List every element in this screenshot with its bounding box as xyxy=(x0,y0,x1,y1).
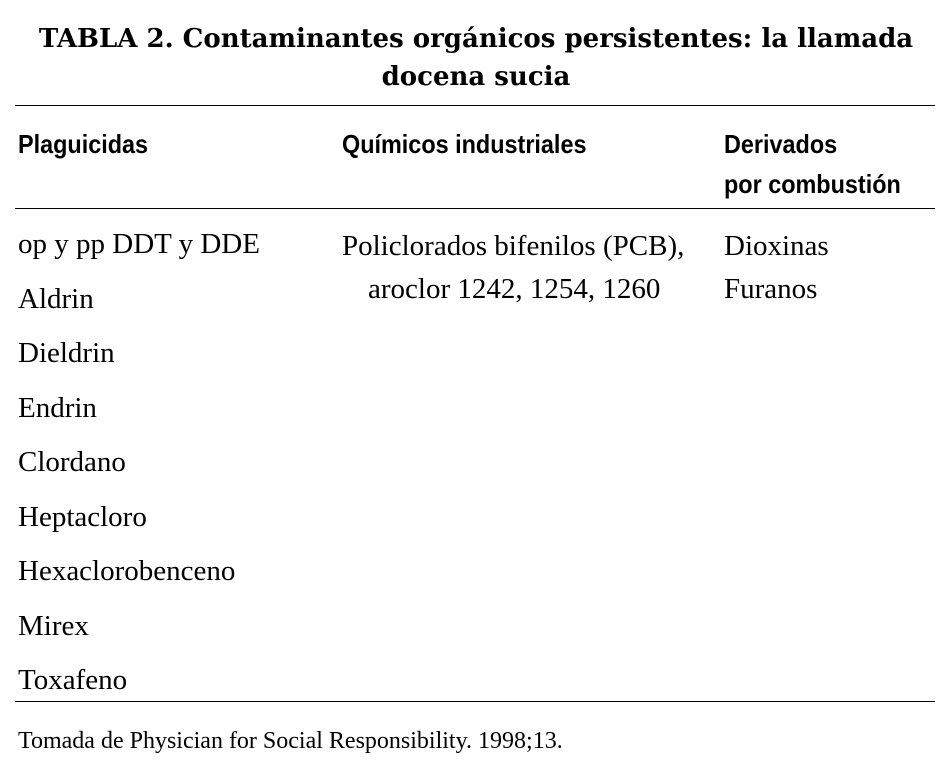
derivados-list xyxy=(724,225,829,311)
quimicos-industriales-list xyxy=(342,225,692,311)
list-item: Toxafeno xyxy=(18,664,128,696)
list-item: Clordano xyxy=(18,446,126,478)
list-item: Policlorados bifenilos (PCB), aroclor 1242, 1254, 1260 xyxy=(342,230,685,305)
header-quimicos-industriales xyxy=(342,124,586,164)
list-item: Heptacloro xyxy=(18,500,147,533)
header-derivados-line-2: por combustión xyxy=(724,169,901,199)
header-derivados-line-1: Derivados xyxy=(724,129,838,159)
table-source-note: Tomada de Physician for Social Responsibility. 1998;13. xyxy=(18,728,563,754)
bottom-rule xyxy=(15,701,935,702)
header-plaguicidas xyxy=(18,124,148,164)
table-title-line-1: TABLA 2. Contaminantes orgánicos persistentes: la llamada xyxy=(38,24,914,54)
list-item: Furanos xyxy=(724,273,818,305)
top-rule xyxy=(15,105,935,106)
list-item: Dioxinas xyxy=(724,230,829,262)
list-item: Endrin xyxy=(18,391,97,424)
list-item: Dieldrin xyxy=(18,337,115,369)
header-derivados-por-combustion xyxy=(724,124,901,204)
table-title-line-2: docena sucia xyxy=(381,62,571,92)
list-item: Hexaclorobenceno xyxy=(18,555,236,587)
list-item: Aldrin xyxy=(18,282,94,315)
header-plaguicidas-label: Plaguicidas xyxy=(18,129,149,159)
list-item: Mirex xyxy=(18,609,89,642)
plaguicidas-list xyxy=(18,225,260,716)
header-rule xyxy=(15,208,935,209)
header-quimicos-label: Químicos industriales xyxy=(342,129,587,159)
table-title xyxy=(0,20,952,96)
list-item: op y pp DDT y DDE xyxy=(18,228,260,260)
